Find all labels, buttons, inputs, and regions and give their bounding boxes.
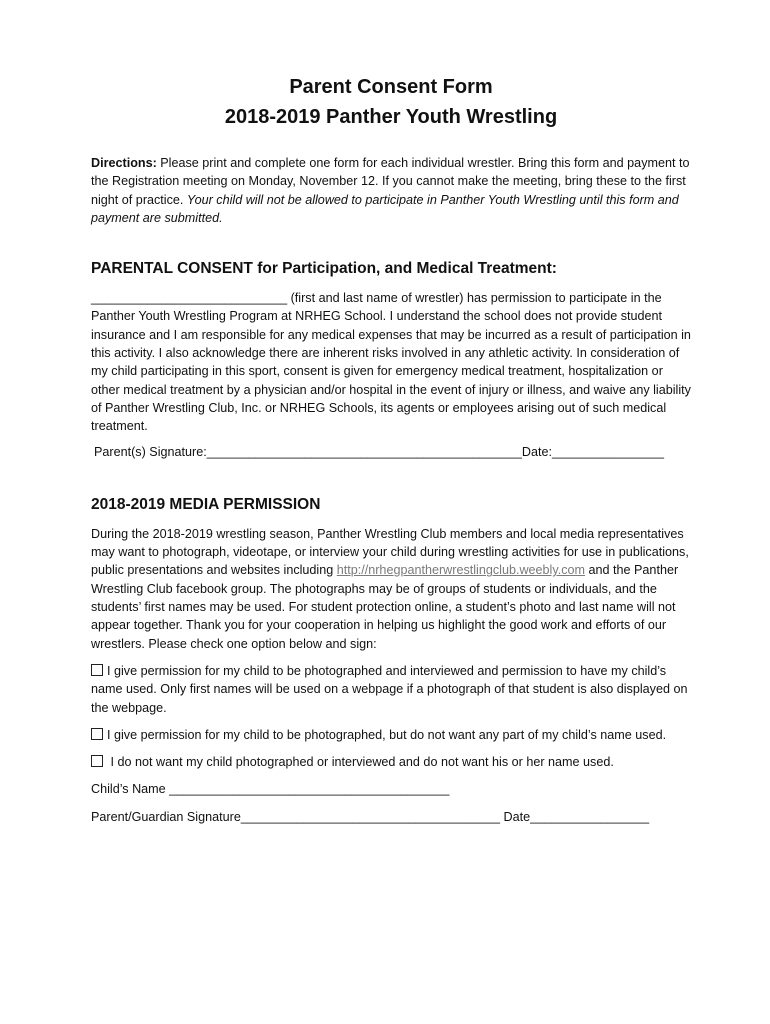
parent-signature-line[interactable]: Parent(s) Signature:_____________________________________________Date:________________ (94, 444, 665, 459)
childs-name-line[interactable]: Child’s Name ________________________________________ (91, 782, 450, 797)
directions-label: Directions: (91, 156, 157, 170)
checkbox-no-permission[interactable] (91, 755, 103, 767)
consent-heading: PARENTAL CONSENT for Participation, and Medical Treatment: (91, 260, 557, 278)
guardian-signature-line[interactable]: Parent/Guardian Signature_____________________________________ Date_________________ (91, 809, 650, 824)
media-text-after-link: and the Panther Wrestling Club facebook group. The photographs may be of groups of students or individuals, and the students’ first names may be used. For student protection online, a student’s photo and last name will not appear together. Thank you for your cooperation in helping us highlight the good work and efforts of our wrestlers. Please check one option below and sign: (91, 563, 679, 651)
directions-text: Please print and complete one form for each individual wrestler. Bring this form and payment to the Registration meeting on Monday, November 12. If you cannot make the meeting, bring these to the first night of practice. (91, 156, 690, 207)
club-website-link[interactable]: http://nrhegpantherwrestlingclub.weebly.com (336, 563, 586, 578)
media-heading: 2018-2019 MEDIA PERMISSION (91, 495, 321, 513)
option-photo-only[interactable] (91, 726, 691, 744)
checkbox-photo-only[interactable] (91, 728, 103, 740)
option-full-permission-label: I give permission for my child to be photographed and interviewed and permission to have my child’s name used. Only first names will be used on a webpage if a photograph of that student is also displayed on the webpage. (91, 663, 688, 715)
media-paragraph (91, 525, 691, 653)
consent-paragraph: ____________________________ (first and last name of wrestler) has permission to participate in the Panther Youth Wrestling Program at NRHEG School. I understand the school does not provide student insurance and I am responsible for any medical expenses that may be incurred as a result of participation in this activity. I also acknowledge there are inherent risks involved in any athletic activity. In consideration of my child participating in this sport, consent is given for emergency medical treatment, hospitalization or other medical treatment by a physician and/or hospital in the event of injury or illness, and waive any liability of Panther Wrestling Club, Inc. or NRHEG Schools, its agents or employees arising out of such medical treatment. (91, 291, 691, 434)
option-no-permission[interactable] (91, 753, 691, 771)
directions-paragraph (91, 154, 691, 227)
option-photo-only-label: I give permission for my child to be photographed, but do not want any part of my child’s name used. (107, 727, 667, 742)
option-no-permission-label: I do not want my child photographed or interviewed and do not want his or her name used. (107, 755, 614, 770)
media-text-before-link: During the 2018-2019 wrestling season, Panther Wrestling Club members and local media representatives may want to photograph, videotape, or interview your child during wrestling activities for use in publications, public presentations and websites including (91, 526, 689, 578)
directions-warning: Your child will not be allowed to participate in Panther Youth Wrestling until this form and payment are submitted. (91, 192, 679, 225)
form-subtitle: 2018-2019 Panther Youth Wrestling (224, 106, 558, 128)
option-full-permission[interactable] (91, 662, 691, 717)
consent-form-page (91, 72, 691, 826)
checkbox-full-permission[interactable] (91, 664, 103, 676)
form-title: Parent Consent Form (289, 76, 493, 98)
